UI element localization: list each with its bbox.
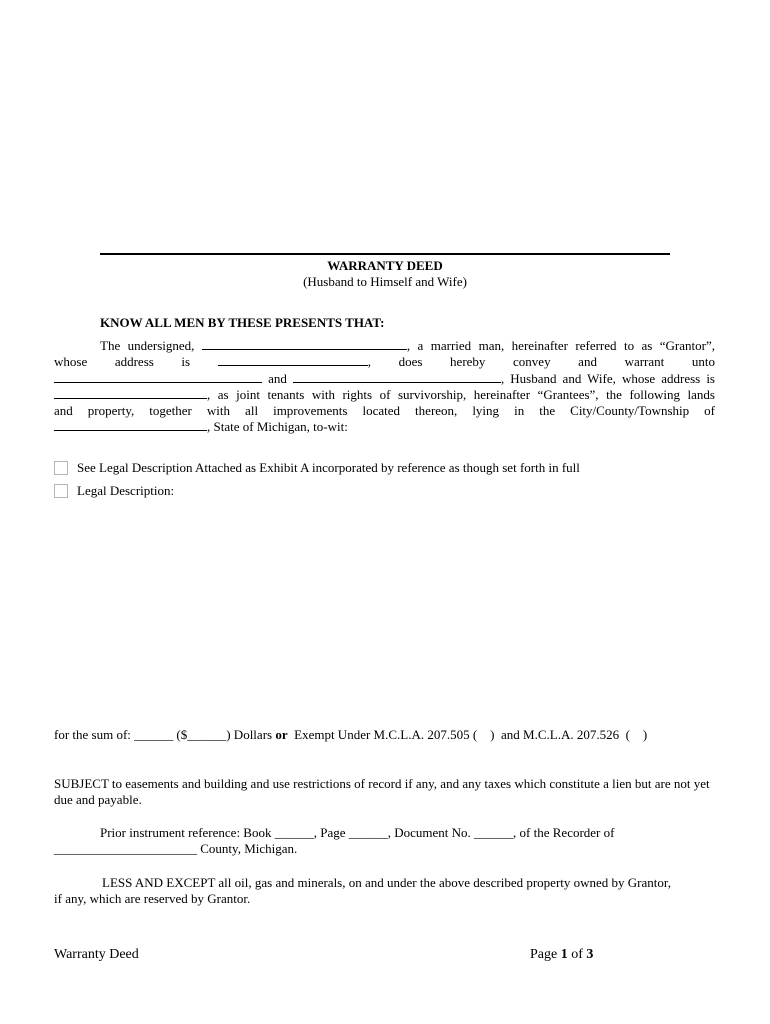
- legal-description-checkbox[interactable]: [54, 484, 68, 498]
- paragraph-line: and , Husband and Wife, whose address is: [54, 371, 715, 387]
- less-except-paragraph: [54, 875, 715, 908]
- less-except-line: if any, which are reserved by Grantor.: [54, 891, 251, 907]
- grantor-paragraph: [54, 338, 715, 436]
- paragraph-line: , as joint tenants with rights of survivorship, hereinafter “Grantees”, the following lands: [54, 387, 715, 403]
- exhibit-a-label: See Legal Description Attached as Exhibit A incorporated by reference as though set forth in full: [77, 460, 580, 475]
- footer-document-name: Warranty Deed: [54, 947, 139, 962]
- grantor-name-blank[interactable]: [202, 338, 407, 350]
- paragraph-line: and property, together with all improvements located thereon, lying in the City/County/Township of: [54, 403, 715, 419]
- paragraph-line: , State of Michigan, to-wit:: [54, 419, 715, 435]
- subject-paragraph: SUBJECT to easements and building and use restrictions of record if any, and any taxes which constitute a lien but are not yet due and payable.: [54, 776, 710, 808]
- know-all-heading: KNOW ALL MEN BY THESE PRESENTS THAT:: [100, 315, 385, 330]
- top-rule: [100, 253, 670, 255]
- grantee2-name-blank[interactable]: [293, 371, 501, 383]
- prior-instrument-line: Prior instrument reference: Book ______, Page ______, Document No. ______, of the Recorder of: [100, 825, 615, 840]
- less-except-line: LESS AND EXCEPT all oil, gas and minerals, on and under the above described property owned by Grantor,: [102, 875, 671, 890]
- exhibit-a-option: [54, 460, 580, 476]
- paragraph-line: whose address is , does hereby convey and warrant unto: [54, 354, 715, 370]
- paragraph-line: The undersigned, , a married man, hereinafter referred to as “Grantor”,: [100, 338, 715, 353]
- document-subtitle: (Husband to Himself and Wife): [303, 274, 467, 289]
- municipality-blank[interactable]: [54, 419, 207, 431]
- grantee1-name-blank[interactable]: [54, 371, 262, 383]
- grantor-address-blank[interactable]: [218, 354, 368, 366]
- grantee-address-blank[interactable]: [54, 387, 207, 399]
- legal-description-option: [54, 483, 174, 499]
- exhibit-a-checkbox[interactable]: [54, 461, 68, 475]
- prior-instrument-paragraph: [54, 825, 715, 858]
- document-title: WARRANTY DEED: [327, 258, 443, 273]
- consideration-line: for the sum of: ______ ($______) Dollars or Exempt Under M.C.L.A. 207.505 ( ) and M.C.L.A. 207.526 ( ): [54, 727, 648, 742]
- footer-page-number: Page 1 of 3: [530, 947, 594, 962]
- legal-description-label: Legal Description:: [77, 483, 175, 498]
- prior-instrument-line: ______________________ County, Michigan.: [54, 841, 298, 857]
